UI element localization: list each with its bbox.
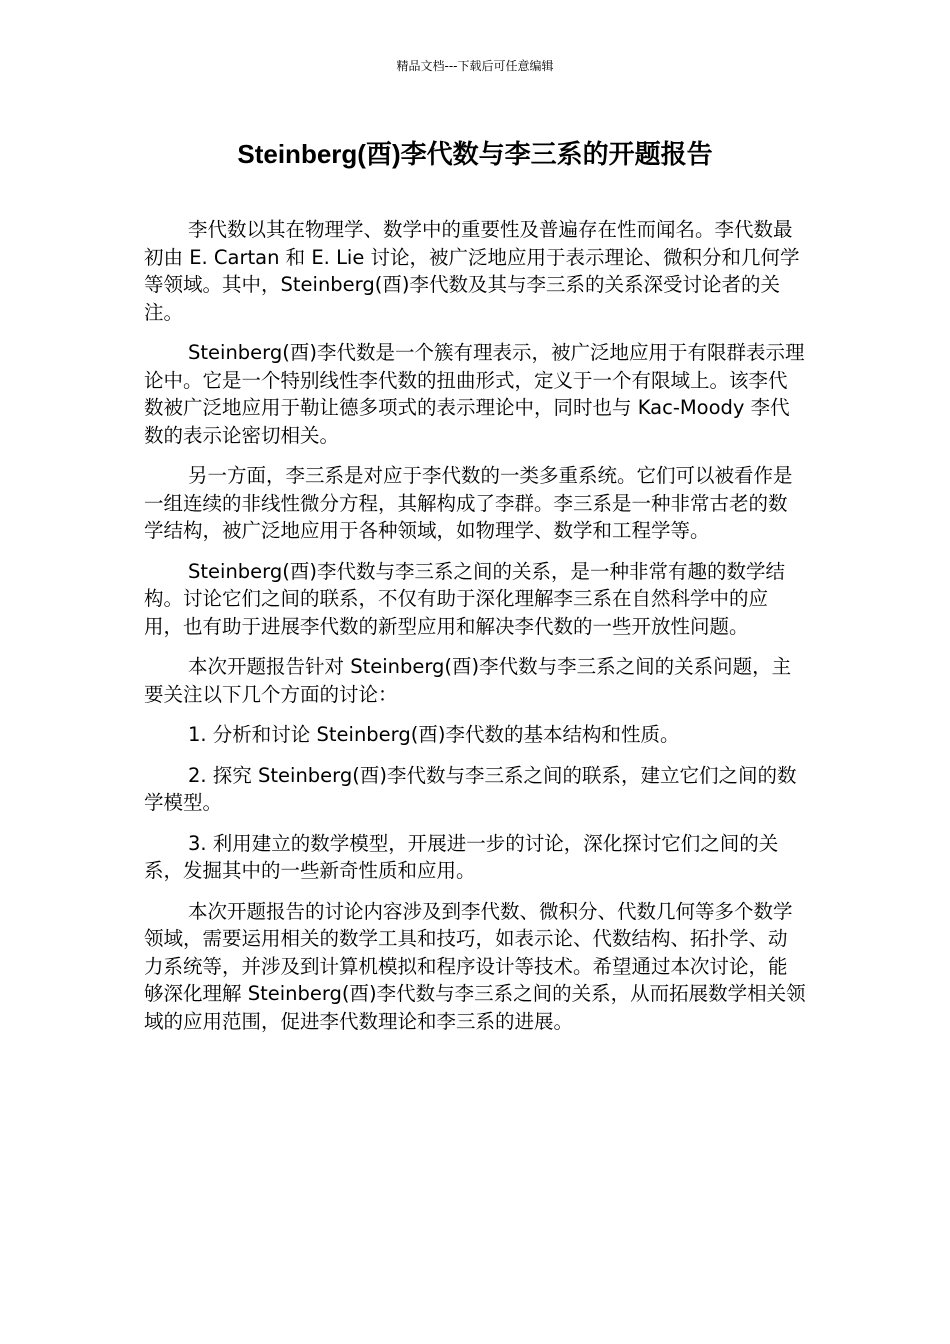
paragraph-relation: Steinberg(酉)李代数与李三系之间的关系，是一种非常有趣的数学结构。讨论它们之间的联系，不仅有助于深化理解李三系在自然科学中的应用，也有助于进展李代数的新型应用和解决李代数的一些开放性问题。: [144, 559, 785, 638]
page-header: 精品文档---下载后可任意编辑: [396, 59, 554, 73]
paragraph-lie-triple: 另一方面，李三系是对应于李代数的一类多重系统。它们可以被看作是一组连续的非线性微分方程，其解构成了李群。李三系是一种非常古老的数学结构，被广泛地应用于各种领域，如物理学、数学和工程学等。: [144, 464, 793, 542]
list-item-3: 3. 利用建立的数学模型，开展进一步的讨论，深化探讨它们之间的关系，发掘其中的一些新奇性质和应用。: [144, 831, 779, 882]
document-body: [144, 216, 806, 1048]
paragraph-steinberg: Steinberg(酉)李代数是一个簇有理表示，被广泛地应用于有限群表示理论中。它是一个特别线性李代数的扭曲形式，定义于一个有限域上。该李代数被广泛地应用于勒让德多项式的表示理论中，同时也与 Kac-Moody 李代数的表示论密切相关。: [144, 341, 805, 447]
list-item-1: 1. 分析和讨论 Steinberg(酉)李代数的基本结构和性质。: [188, 723, 680, 746]
document-title: Steinberg(酉)李代数与李三系的开题报告: [237, 139, 713, 169]
paragraph-conclusion: 本次开题报告的讨论内容涉及到李代数、微积分、代数几何等多个数学领域，需要运用相关的数学工具和技巧，如表示论、代数结构、拓扑学、动力系统等，并涉及到计算机模拟和程序设计等技术。希望通过本次讨论，能够深化理解 Steinberg(酉)李代数与李三系之间的关系，从而拓展数学相关领域的应用范围，促进李代数理论和李三系的进展。: [144, 899, 806, 1033]
paragraph-focus: 本次开题报告针对 Steinberg(酉)李代数与李三系之间的关系问题，主要关注以下几个方面的讨论：: [144, 655, 792, 706]
list-item-2: 2. 探究 Steinberg(酉)李代数与李三系之间的联系，建立它们之间的数学模型。: [144, 763, 797, 814]
paragraph-intro: 李代数以其在物理学、数学中的重要性及普遍存在性而闻名。李代数最初由 E. Cartan 和 E. Lie 讨论，被广泛地应用于表示理论、微积分和几何学等领域。其中，Steinberg(酉)李代数及其与李三系的关系深受讨论者的关注。: [144, 218, 800, 324]
